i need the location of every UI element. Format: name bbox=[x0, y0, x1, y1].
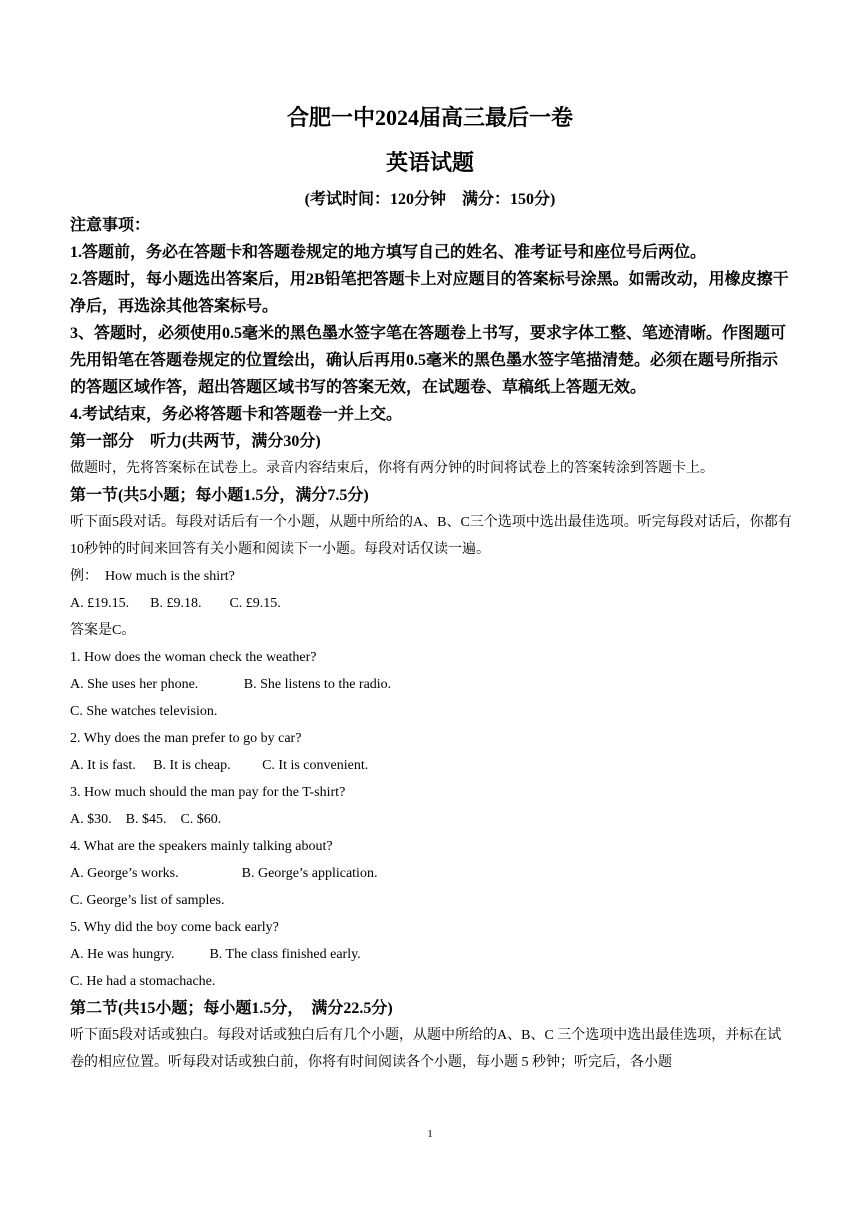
question-options: C. He had a stomachache. bbox=[70, 974, 216, 989]
section1-heading: 第一节(共5小题；每小题1.5分，满分7.5分) bbox=[70, 487, 369, 504]
section2-instruction: 听下面5段对话或独白。每段对话或独白后有几个小题，从题中所给的A、B、C 三个选项中选出最佳选项，并标在试卷的相应位置。听每段对话或独白前，你将有时间阅读各个小题，每小题 5 秒钟；听完后，各小题 bbox=[70, 1028, 782, 1070]
notes-heading: 注意事项： bbox=[70, 217, 151, 234]
example-options: A. £19.15. B. £9.18. C. £9.15. bbox=[70, 596, 281, 611]
question-options: A. $30. B. $45. C. $60. bbox=[70, 812, 222, 827]
question-options: C. She watches television. bbox=[70, 704, 218, 719]
note-item: 4.考试结束，务必将答题卡和答题卷一并上交。 bbox=[70, 406, 403, 423]
page-number: 1 bbox=[427, 1128, 433, 1140]
note-item: 1.答题前，务必在答题卡和答题卷规定的地方填写自己的姓名、准考证号和座位号后两位。 bbox=[70, 244, 707, 261]
question-options: A. George’s works. B. George’s application. bbox=[70, 866, 378, 881]
example-question: 例： How much is the shirt? bbox=[70, 569, 235, 584]
example-answer: 答案是C。 bbox=[70, 623, 136, 638]
part1-heading: 第一部分 听力(共两节，满分30分) bbox=[70, 433, 321, 450]
question-options: A. It is fast. B. It is cheap. C. It is convenient. bbox=[70, 758, 369, 773]
question-options: A. He was hungry. B. The class finished early. bbox=[70, 947, 361, 962]
question-text: 1. How does the woman check the weather? bbox=[70, 650, 317, 665]
note-item: 2.答题时，每小题选出答案后，用2B铅笔把答题卡上对应题目的答案标号涂黑。如需改动，用橡皮擦干净后，再选涂其他答案标号。 bbox=[70, 271, 789, 315]
question-text: 3. How much should the man pay for the T-shirt? bbox=[70, 785, 346, 800]
note-item: 3、答题时，必须使用0.5毫米的黑色墨水签字笔在答题卷上书写，要求字体工整、笔迹清晰。作图题可先用铅笔在答题卷规定的位置绘出，确认后再用0.5毫米的黑色墨水签字笔描清楚。必须在题号所指示的答题区域作答，超出答题区域书写的答案无效，在试题卷、草稿纸上答题无效。 bbox=[70, 325, 787, 396]
section1-instruction: 听下面5段对话。每段对话后有一个小题，从题中所给的A、B、C三个选项中选出最佳选项。听完每段对话后，你都有10秒钟的时间来回答有关小题和阅读下一小题。每段对话仅读一遍。 bbox=[70, 515, 792, 557]
question-options: A. She uses her phone. B. She listens to the radio. bbox=[70, 677, 392, 692]
exam-info: (考试时间：120分钟 满分：150分) bbox=[304, 191, 556, 208]
question-text: 5. Why did the boy come back early? bbox=[70, 920, 279, 935]
exam-body bbox=[70, 212, 792, 1076]
page-title: 合肥一中2024届高三最后一卷 bbox=[286, 105, 573, 130]
question-options: C. George’s list of samples. bbox=[70, 893, 225, 908]
page-subtitle: 英语试题 bbox=[385, 150, 474, 175]
question-text: 4. What are the speakers mainly talking about? bbox=[70, 839, 333, 854]
section2-heading: 第二节(共15小题；每小题1.5分， 满分22.5分) bbox=[70, 1000, 393, 1017]
question-text: 2. Why does the man prefer to go by car? bbox=[70, 731, 302, 746]
part1-instruction: 做题时，先将答案标在试卷上。录音内容结束后，你将有两分钟的时间将试卷上的答案转涂到答题卡上。 bbox=[70, 461, 714, 476]
